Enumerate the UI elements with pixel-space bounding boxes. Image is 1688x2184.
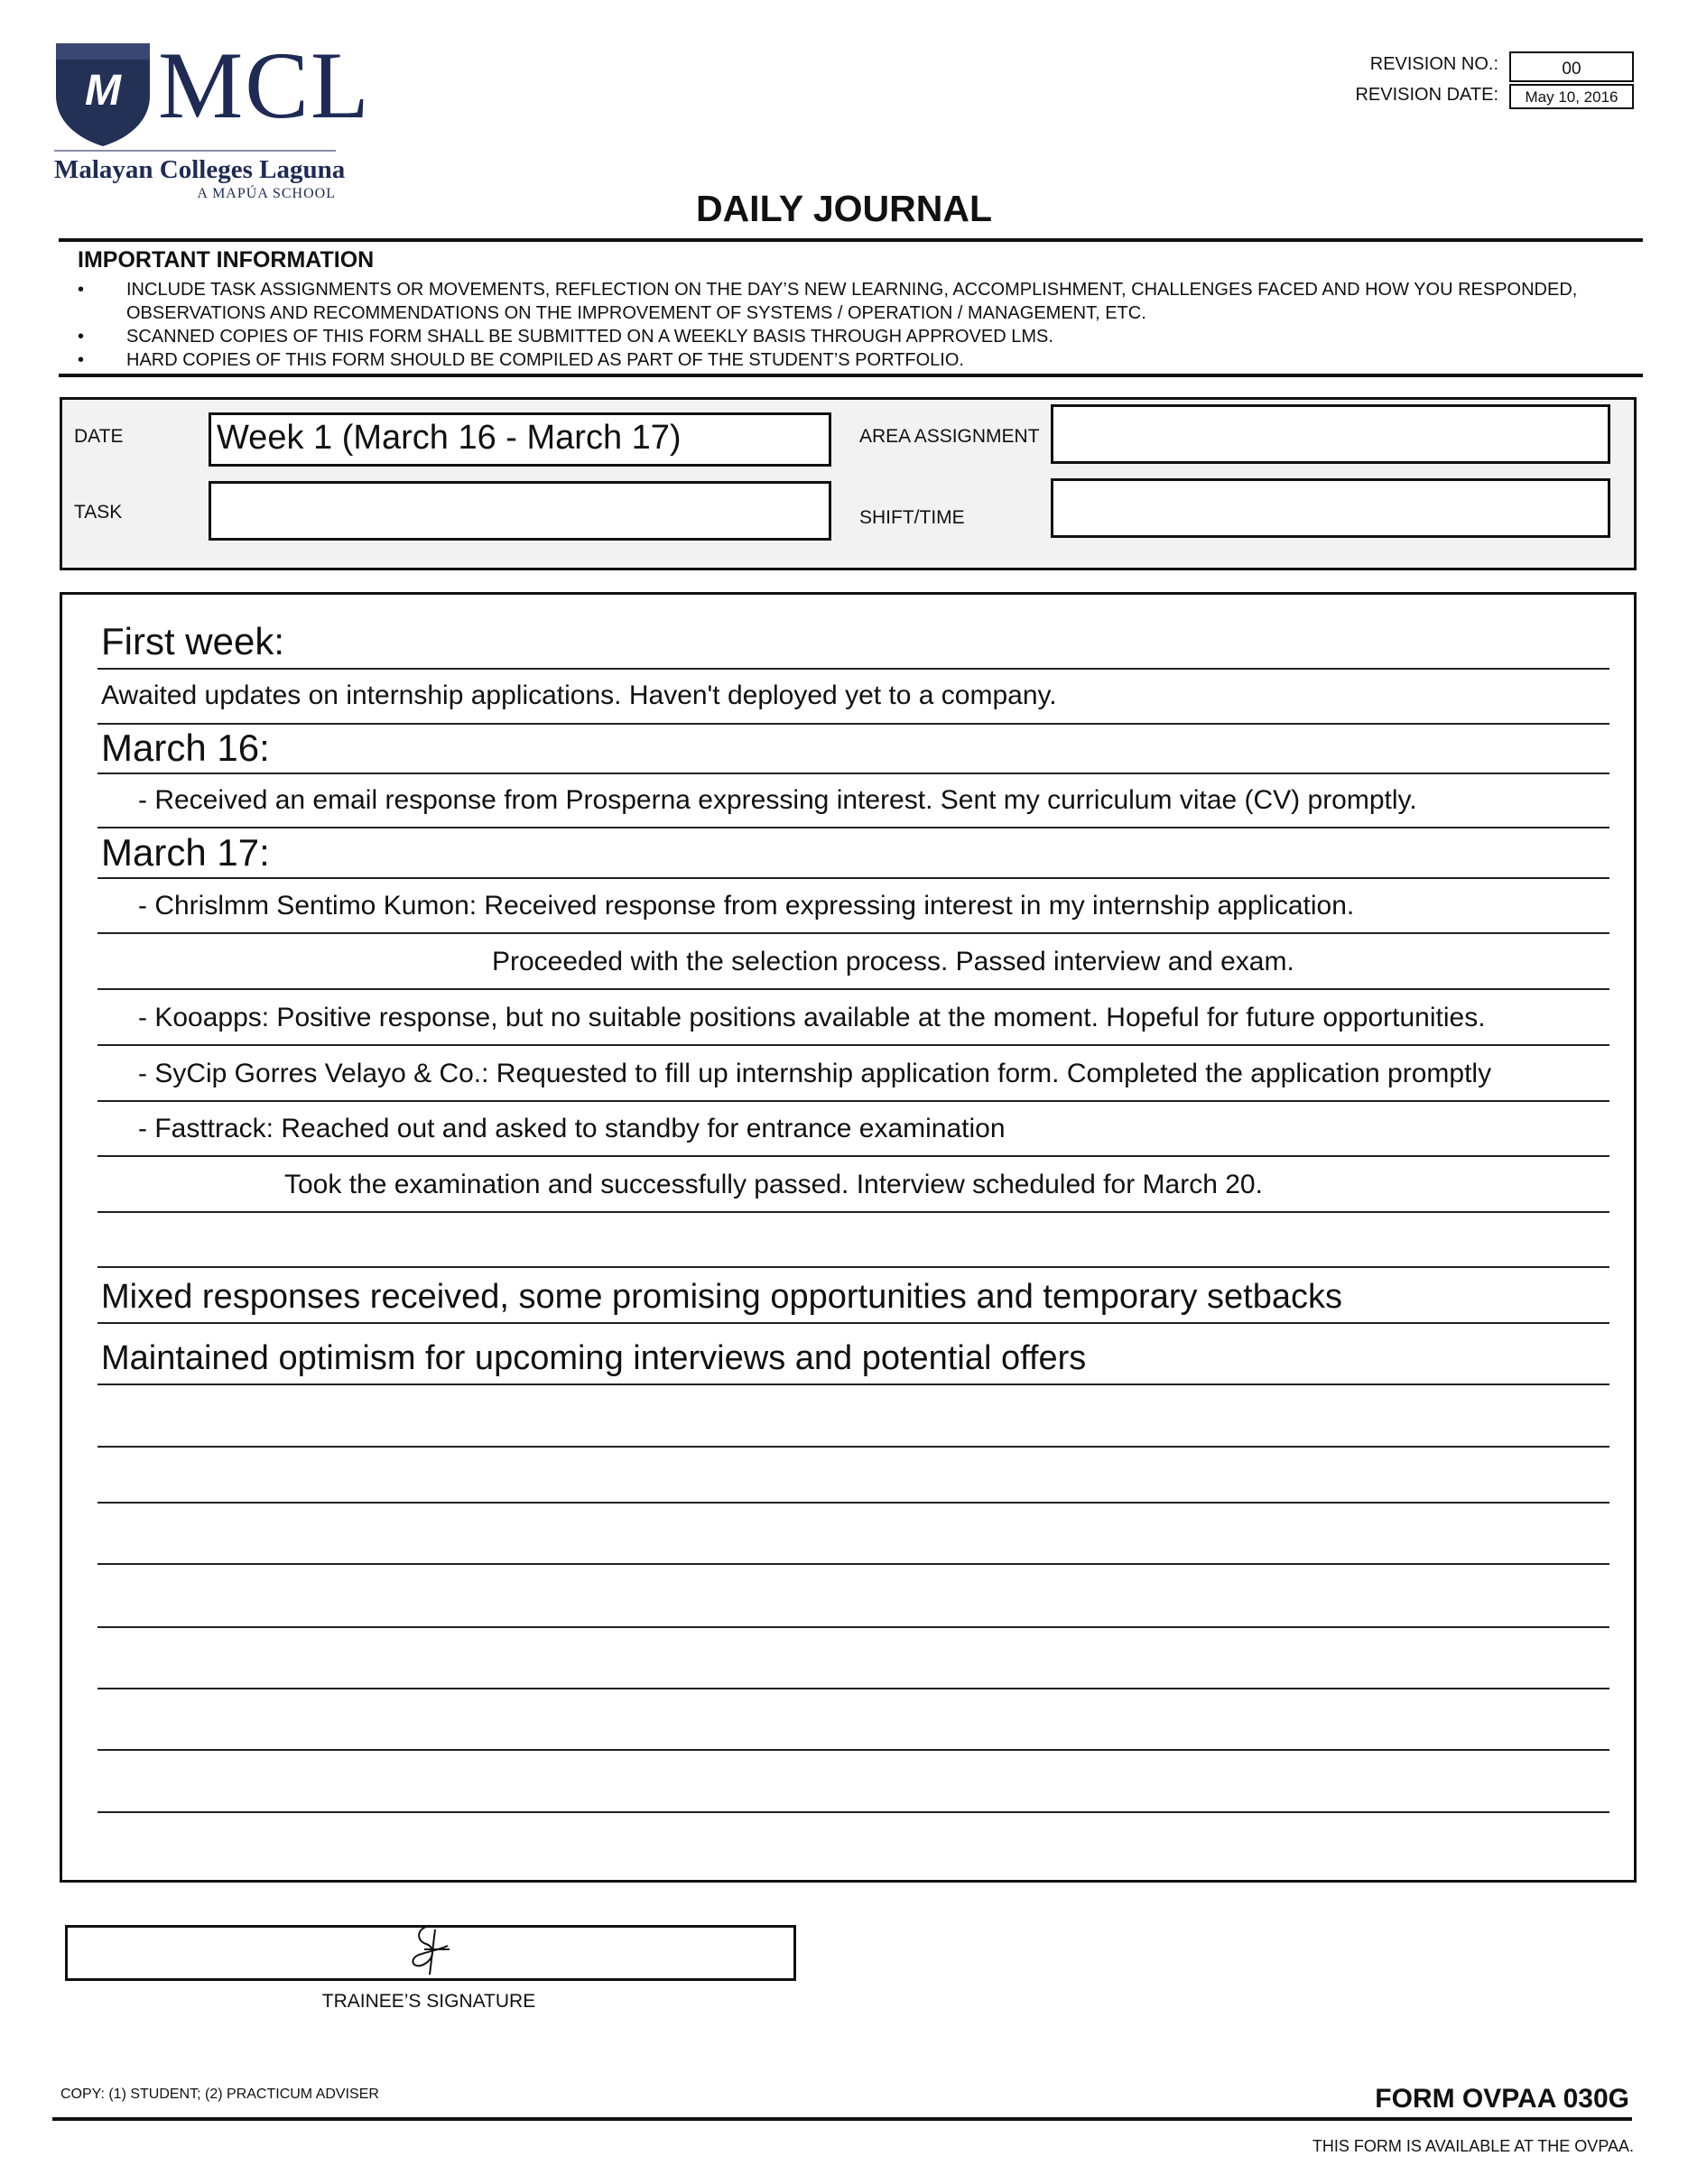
area-assignment-field[interactable] [1051,404,1610,464]
journal-line: - Chrislmm Sentimo Kumon: Received response from expressing interest in my internship application. [138,891,1355,921]
date-field[interactable] [209,412,831,467]
info-item: INCLUDE TASK ASSIGNMENTS OR MOVEMENTS, REFLECTION ON THE DAY’S NEW LEARNING, ACCOMPLISHMENT, CHALLENGES FACED AND HOW YOU RESPONDED, OBSERVATIONS AND RECOMMENDATIONS ON THE IMPROVEMENT OF SYSTEMS / OPERATION / MANAGEMENT, ETC. [126,280,1578,323]
journal-line: - SyCip Gorres Velayo & Co.: Requested to fill up internship application form. Completed the application promptly [138,1059,1492,1088]
logo-initials: MCL [158,32,371,138]
ruled-line [97,773,1609,774]
form-availability-note: THIS FORM IS AVAILABLE AT THE OVPAA. [1312,2137,1634,2155]
revision-number-value: 00 [1509,51,1634,82]
journal-line: March 16: [101,726,270,769]
bullet-icon: • [78,350,85,370]
page-title: DAILY JOURNAL [695,188,993,229]
form-code: FORM OVPAA 030G [1375,2084,1629,2114]
date-label: DATE [74,426,124,447]
journal-line: Mixed responses received, some promising opportunities and temporary setbacks [101,1278,1342,1316]
ruled-line [97,1384,1609,1385]
journal-line: Awaited updates on internship applications. Haven't deployed yet to a company. [101,680,1057,710]
info-divider [59,374,1643,377]
ruled-line [97,1155,1609,1157]
ruled-line [97,932,1609,934]
title-divider [59,238,1643,242]
revision-date-label: REVISION DATE: [1355,85,1498,105]
journal-line: Took the examination and successfully passed. Interview scheduled for March 20. [284,1170,1263,1199]
ruled-line [97,1688,1609,1689]
task-field[interactable] [209,481,831,541]
journal-line: - Kooapps: Positive response, but no suitable positions available at the moment. Hopeful for future opportunities. [138,1003,1486,1032]
shift-time-label: SHIFT/TIME [859,507,965,528]
logo-divider [54,150,336,152]
ruled-line [97,877,1609,879]
ruled-line [97,1322,1609,1324]
info-heading: IMPORTANT INFORMATION [78,247,375,273]
journal-line: March 17: [101,831,270,874]
ruled-line [97,668,1609,670]
info-item: SCANNED COPIES OF THIS FORM SHALL BE SUBMITTED ON A WEEKLY BASIS THROUGH APPROVED LMS. [126,327,1053,347]
revision-number-label: REVISION NO.: [1369,54,1498,74]
school-logo-shield [52,40,153,148]
ruled-line [97,1211,1609,1213]
info-item: HARD COPIES OF THIS FORM SHOULD BE COMPILED AS PART OF THE STUDENT’S PORTFOLIO. [126,350,964,370]
logo-monogram: M [85,67,121,115]
ruled-line [97,1502,1609,1504]
task-label: TASK [74,502,123,523]
bullet-icon: • [78,327,85,347]
journal-line: First week: [101,620,285,662]
ruled-line [97,1100,1609,1102]
ruled-line [97,1563,1609,1565]
area-assignment-label: AREA ASSIGNMENT [859,426,1040,447]
copy-distribution-note: COPY: (1) STUDENT; (2) PRACTICUM ADVISER [60,2087,379,2102]
journal-line: - Received an email response from Prosperna expressing interest. Sent my curriculum vitae (CV) promptly. [138,785,1417,815]
ruled-line [97,1626,1609,1628]
ruled-line [97,1749,1609,1751]
journal-line: Proceeded with the selection process. Passed interview and exam. [492,947,1294,976]
ruled-line [97,1266,1609,1268]
ruled-line [97,827,1609,828]
ruled-line [97,1446,1609,1448]
journal-line: - Fasttrack: Reached out and asked to standby for entrance examination [138,1114,1006,1143]
handwritten-signature [403,1922,457,1978]
school-name: Malayan Colleges Laguna [54,155,346,184]
bullet-icon: • [78,280,85,300]
journal-line: Maintained optimism for upcoming interviews and potential offers [101,1339,1087,1377]
revision-date-value: May 10, 2016 [1509,84,1634,109]
ruled-line [97,1044,1609,1046]
date-value: Week 1 (March 16 - March 17) [217,419,682,457]
ruled-line [97,723,1609,725]
ruled-line [97,988,1609,990]
ruled-line [97,1811,1609,1813]
shift-time-field[interactable] [1051,478,1610,538]
signature-label: TRAINEE’S SIGNATURE [321,1991,536,2012]
school-affiliation: A MAPÚA SCHOOL [197,186,336,201]
footer-divider [52,2117,1632,2121]
